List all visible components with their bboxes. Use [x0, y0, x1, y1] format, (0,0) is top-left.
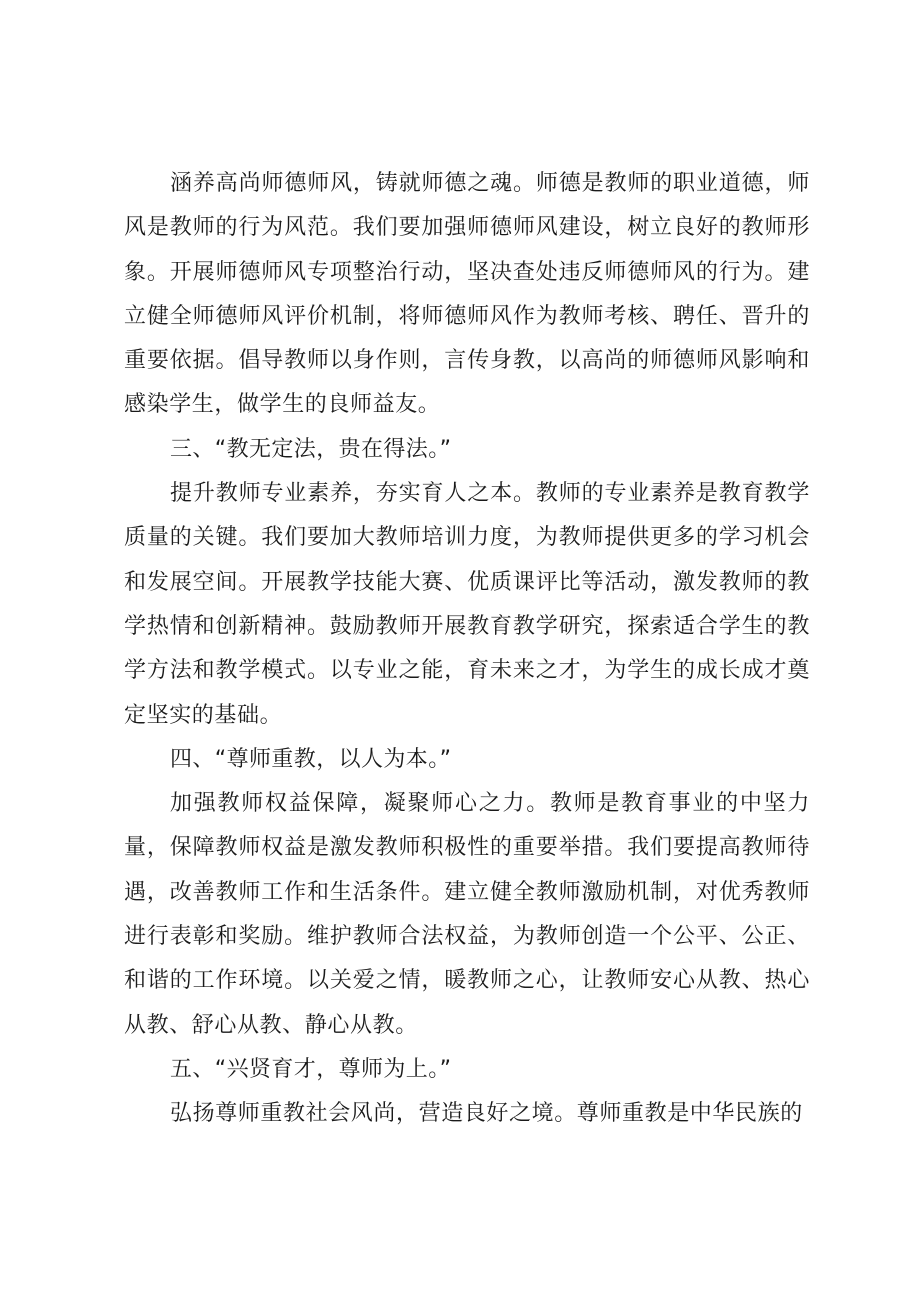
paragraph-professional-quality: 提升教师专业素养，夯实育人之本。教师的专业素养是教育教学质量的关键。我们要加大教师培训力度，为教师提供更多的学习机会和发展空间。开展教学技能大赛、优质课评比等活动，激发教师的教学热情和创新精神。鼓励教师开展教育教学研究，探索适合学生的教学方法和教学模式。以专业之能，育未来之才，为学生的成长成才奠定坚实的基础。 [124, 481, 810, 728]
section-heading-4: 四、“尊师重教，以人为本。” [170, 746, 452, 772]
section-heading-5: 五、“兴贤育才，尊师为上。” [170, 1056, 452, 1082]
section-heading-3: 三、“教无定法，贵在得法。” [170, 436, 452, 462]
paragraph-teacher-rights: 加强教师权益保障，凝聚师心之力。教师是教育事业的中坚力量，保障教师权益是激发教师积极性的重要举措。我们要提高教师待遇，改善教师工作和生活条件。建立健全教师激励机制，对优秀教师进行表彰和奖励。维护教师合法权益，为教师创造一个公平、公正、和谐的工作环境。以关爱之情，暖教师之心，让教师安心从教、热心从教、舒心从教、静心从教。 [124, 791, 810, 1038]
paragraph-social-respect: 弘扬尊师重教社会风尚，营造良好之境。尊师重教是中华民族的 [170, 1101, 803, 1127]
paragraph-teacher-ethics: 涵养高尚师德师风，铸就师德之魂。师德是教师的职业道德，师风是教师的行为风范。我们要加强师德师风建设，树立良好的教师形象。开展师德师风专项整治行动，坚决查处违反师德师风的行为。建立健全师德师风评价机制，将师德师风作为教师考核、聘任、晋升的重要依据。倡导教师以身作则，言传身教，以高尚的师德师风影响和感染学生，做学生的良师益友。 [124, 171, 810, 418]
document-page [124, 162, 810, 1137]
